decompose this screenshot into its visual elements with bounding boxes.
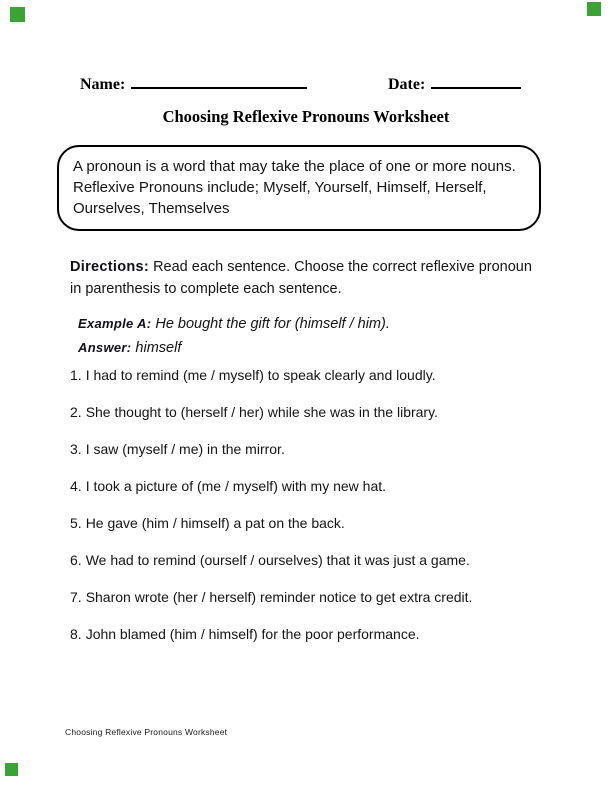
- question-text: John blamed (him / himself) for the poor performance.: [85, 626, 420, 642]
- example-label: Example A:: [78, 316, 152, 331]
- question-text: I had to remind (me / myself) to speak clearly and loudly.: [85, 367, 436, 383]
- question-text: Sharon wrote (her / herself) reminder notice to get extra credit.: [85, 589, 473, 605]
- definition-line-2: Reflexive Pronouns include; Myself, Yourself, Himself, Herself, Ourselves, Themselves: [73, 179, 487, 217]
- question-text: I took a picture of (me / myself) with my new hat.: [85, 478, 387, 494]
- question-text: He gave (him / himself) a pat on the back.: [85, 515, 345, 531]
- question-text: We had to remind (ourself / ourselves) that it was just a game.: [85, 552, 470, 568]
- name-label: Name:: [80, 76, 126, 93]
- date-blank-line: [431, 71, 521, 89]
- question-number: 4.: [70, 478, 82, 494]
- example-text: He bought the gift for (himself / him).: [155, 316, 390, 332]
- question-text: I saw (myself / me) in the mirror.: [85, 441, 285, 457]
- page-title: Choosing Reflexive Pronouns Worksheet: [162, 107, 450, 126]
- corner-marker-top-right: [587, 2, 601, 16]
- definition-box: [57, 145, 541, 231]
- date-field-group: [388, 71, 521, 94]
- question-item: [70, 623, 532, 645]
- directions-text: Read each sentence. Choose the correct reflexive pronoun in parenthesis to complete each sentence.: [70, 259, 532, 297]
- question-item: [70, 475, 532, 497]
- question-number: 3.: [70, 441, 82, 457]
- example-line: [78, 312, 538, 336]
- answer-text: himself: [135, 340, 182, 356]
- definition-line-1: A pronoun is a word that may take the place of one or more nouns.: [73, 158, 516, 175]
- answer-line: [78, 336, 538, 360]
- footer-title: Choosing Reflexive Pronouns Worksheet: [65, 727, 228, 737]
- name-blank-line: [131, 71, 307, 89]
- question-item: [70, 549, 532, 571]
- corner-marker-top-left: [10, 7, 25, 22]
- example-block: [78, 312, 538, 360]
- corner-marker-bottom-left: [5, 763, 18, 776]
- question-item: [70, 438, 532, 460]
- question-number: 7.: [70, 589, 82, 605]
- directions-paragraph: [70, 257, 536, 300]
- question-item: [70, 512, 532, 534]
- question-number: 2.: [70, 404, 82, 420]
- name-field-group: [80, 71, 307, 94]
- question-item: [70, 364, 532, 386]
- question-number: 6.: [70, 552, 82, 568]
- question-number: 8.: [70, 626, 82, 642]
- question-text: She thought to (herself / her) while she was in the library.: [85, 404, 438, 420]
- question-number: 5.: [70, 515, 82, 531]
- answer-label: Answer:: [78, 340, 132, 355]
- directions-label: Directions:: [70, 259, 150, 275]
- question-item: [70, 586, 532, 608]
- date-label: Date:: [388, 76, 426, 93]
- question-list: [70, 364, 532, 660]
- question-item: [70, 401, 532, 423]
- question-number: 1.: [70, 367, 82, 383]
